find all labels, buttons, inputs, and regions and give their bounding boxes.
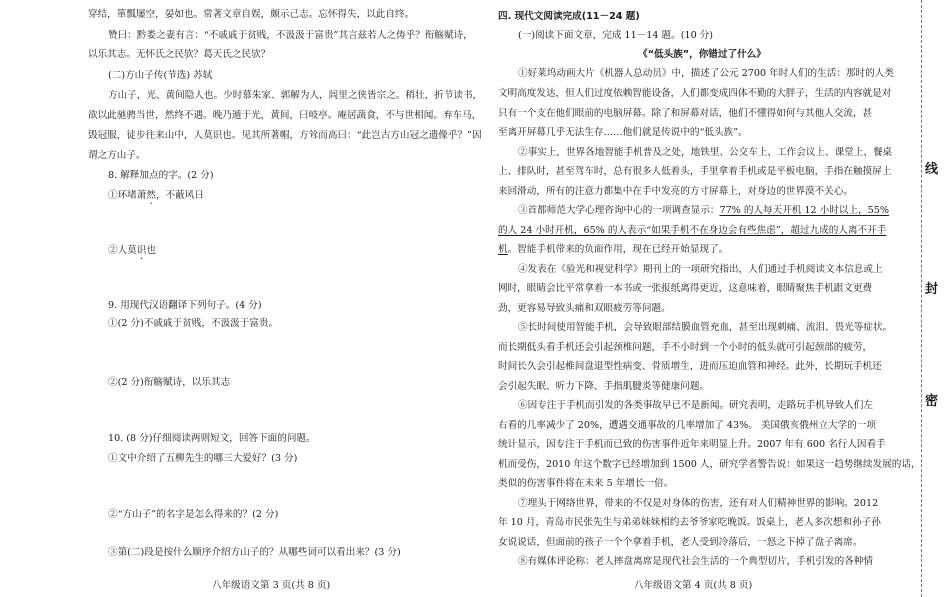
text-line: 方山子，光、黄间隐人也。少时慕朱家、郭解为人，闾里之侠皆宗之。稍壮，折节读书，	[108, 90, 483, 101]
paragraph-2-line: 上、排队时，甚至驾车时，总有很多人低着头，手里拿着手机或是平板电脑，手指在触摸屏上	[498, 166, 892, 177]
paragraph-2-line: 来回滑动，所有的注意力都集中在手中发亮的方寸屏幕上，对身边的世界漠不关心。	[498, 186, 853, 197]
question-10-item-3: ③第(二)段是按什么顺序介绍方山子的？从哪些词可以看出来？(3 分)	[108, 547, 401, 558]
paragraph-7-line: ⑦埋头于网络世界，带来的不仅是对身体的伤害，还有对人们精神世界的影响。2012	[518, 498, 879, 509]
paragraph-5-line: 会引起失眠、听力下降、手指肌腱炎等健康问题。	[498, 381, 710, 392]
question-8-item-2: ②人莫识也	[108, 245, 156, 256]
paragraph-6-line: ⑥因专注于手机而引发的各类事故早已不是新闻。研究表明，走路玩手机导致人们左	[518, 400, 873, 411]
text-line: 以乐其志。无怀氏之民欤？葛天氏之民欤？	[88, 49, 271, 60]
binding-char: 密	[925, 394, 939, 409]
paragraph-1-line: 至离开屏幕几乎无法生存……他们就是传说中的“低头族”。	[498, 127, 748, 138]
paragraph-3-line: 的人 24 小时开机，65% 的人表示“如果手机不在身边会有些焦虑”，超过九成的人离不开手	[498, 225, 887, 236]
paragraph-2-line: ②事实上，世界各地智能手机普及之处，地铁里、公交车上、工作会议上、课堂上、餐桌	[518, 147, 893, 158]
article-title: 《“低头族”，你错过了什么》	[638, 49, 766, 60]
paragraph-3-line: ③首都师范大学心理咨询中心的一项调查显示：77% 的人每天开机 12 小时以上，55%	[518, 205, 890, 216]
section-heading: 四. 现代文阅读完成(11－24 题)	[498, 11, 640, 22]
paragraph-7-line: 女说说话，但面前的孩子一个个拿着手机，老人受到冷落后，一怒之下掉了盘子离席。	[498, 537, 863, 548]
paragraph-6-line: 机而受伤，2010 年这个数字已经增加到 1500 人，研究学者警告说：如果这一趋势继续发展的话，	[498, 459, 921, 470]
right-page-footer: 八年级语文第 4 页(共 8 页)	[634, 580, 753, 591]
paragraph-6-line: 右看的几率减少了 20%，遭遇交通事故的几率增加了 43%。 美国俄亥俄州立大学的一项	[498, 420, 876, 431]
text-line: 毁冠服，徒步往来山中，人莫识也。见其所著帽，方耸而高曰：“此岂古方山冠之遗像乎？”因	[88, 130, 482, 141]
left-page	[88, 0, 483, 597]
paragraph-5-line: ⑤长时间使用智能手机，会导致眼部结膜血管充血，甚至出现刺痛、流泪、畏光等症状。	[518, 322, 893, 333]
paragraph-5-line: 而长期低头看手机还会引起颈椎问题，手不小时到一个小时的低头就可引起颈部的疲劳，	[498, 342, 873, 353]
paragraph-1-line: 只有一个支在他们眼前的电脑屏幕。除了和屏幕对话，他们不懂得如何与其他人交流，甚	[498, 108, 873, 119]
paragraph-1-line: 文明高度发达，但人们过度依赖智能设备，人们都变成四体不勤的大胖子，生活的内容就是对	[498, 88, 892, 99]
question-10-stem: 10. (8 分)仔细阅读两则短文，回答下面的问题。	[108, 433, 316, 444]
text-line: 谓之方山子。	[88, 150, 146, 161]
question-9-item-1: ①(2 分)不戚戚于贫贱，不汲汲于富贵。	[108, 318, 279, 329]
binding-line	[921, 0, 922, 597]
question-9-item-2: ②(2 分)衔觞赋诗，以乐其志	[108, 377, 231, 388]
binding-char: 线	[925, 162, 939, 177]
paragraph-4-line: ④发表在《验光和视觉科学》期刊上的一项研究指出，人们通过手机阅读文本信息或上	[518, 264, 883, 275]
binding-char: 封	[925, 282, 939, 297]
paragraph-8-line: ⑧有媒体评论称：老人摔盘离席是现代社会生活的一个典型切片，手机引发的各种情	[518, 556, 873, 567]
paragraph-6-line: 类似的伤害事件将在未来 5 年增长一倍。	[498, 478, 674, 489]
question-10-item-2: ②“方山子”的名字是怎么得来的？(2 分)	[108, 509, 279, 520]
paragraph-4-line: 网时，眼睛会比平常拿着一本书或一张报纸离得更近，这意味着，眼睛聚焦手机跟文更费	[498, 283, 873, 294]
text-line: 欲以此驰骋当世，然终不遇。晚乃遁于光，黄间，曰岐亭。庵居蔬食，不与世相闻。弃车马，	[88, 110, 482, 121]
paragraph-1-line: ①好莱坞动画大片《机器人总动员》中，描述了公元 2700 年时人们的生活：那时的人类	[518, 68, 894, 79]
question-9-stem: 9. 用现代汉语翻译下列句子。(4 分)	[108, 300, 262, 311]
left-page-footer: 八年级语文第 3 页(共 8 页)	[212, 580, 331, 591]
passage-heading: (二)方山子传(节选) 苏轼	[108, 70, 213, 81]
right-page	[498, 0, 921, 597]
question-8-stem: 8. 解释加点的字。(2 分)	[108, 170, 214, 181]
paragraph-3-line: 机。智能手机带来的负面作用，现在已经开始显现了。	[498, 244, 729, 255]
question-8-item-1: ①环堵萧然，不蔽风日	[108, 190, 204, 201]
paragraph-6-line: 统计显示，因专注于手机而已致的伤害事件近年来明显上升。2007 年有 600 名行人因看手	[498, 439, 886, 450]
paragraph-5-line: 时间长久会引起椎间盘退型性病变、骨质增生，进而压迫血管和神经。此外，长期玩手机还	[498, 361, 882, 372]
subsection-heading: (一)阅读下面文章，完成 11－14 题。(10 分)	[518, 30, 714, 41]
paragraph-7-line: 年 10 月，青岛市民张先生与弟弟妹妹相约去爷爷家吃晚饭。饭桌上，老人多次想和孙子孙	[498, 517, 881, 528]
paragraph-4-line: 劲，更容易导致头痛和双眼疲劳等问题。	[498, 303, 671, 314]
text-line: 穿结，箪瓢屡空，晏如也。常著文章自娱，颇示己志。忘怀得失，以此自终。	[88, 9, 415, 20]
question-10-item-1: ①文中介绍了五柳先生的哪三大爱好？(3 分)	[108, 453, 298, 464]
text-line: 赞曰：黔娄之妻有言：“不戚戚于贫贱，不汲汲于富贵”其言兹若人之俦乎？衔觞赋诗，	[108, 30, 473, 41]
